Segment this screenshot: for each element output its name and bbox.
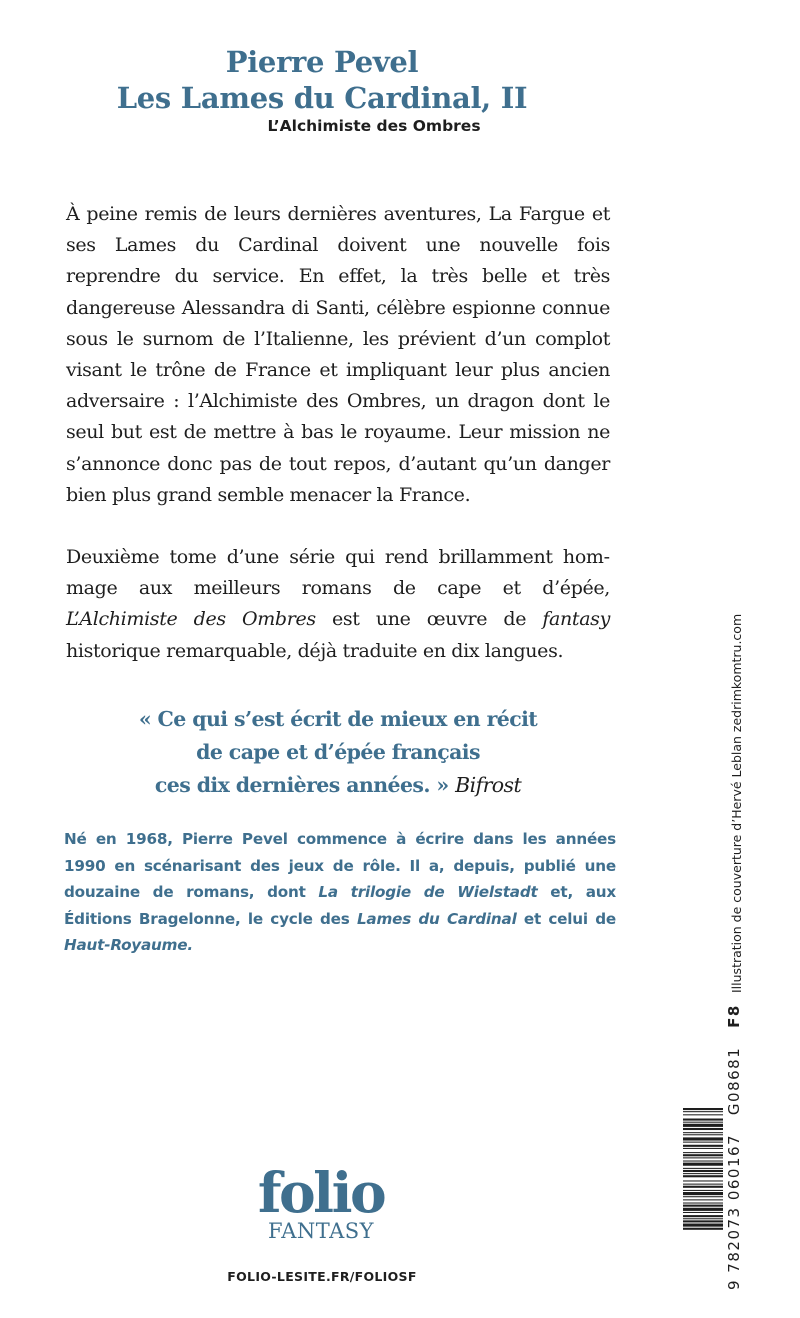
bio-text: Né en 1968, Pierre Pevel commence à écrire dans les années 1990 en scénarisant des jeux de rôle. Il a, depuis, publié une douzaine de romans, dont: [64, 830, 616, 902]
barcode-bar: [683, 1124, 723, 1127]
barcode-bar: [683, 1114, 723, 1115]
barcode-bar: [683, 1224, 723, 1227]
blurb: [66, 199, 610, 667]
blurb-paragraph-2: [66, 542, 610, 667]
blurb-text: Deuxième tome d’une série qui rend brillamment hommage aux meilleurs romans de cape et d’épée,: [66, 546, 610, 600]
illustration-credit: Illustration de couverture d’Hervé Leblan zedrimkomtru.com: [729, 613, 744, 993]
bio-text: et, aux Éditions Bragelonne, le cycle des: [64, 883, 617, 928]
barcode-bar: [683, 1180, 723, 1181]
quote-line-2: de cape et d’épée français: [196, 740, 480, 764]
isbn-line: [725, 1004, 743, 1290]
barcode-bar: [683, 1192, 723, 1195]
barcode-bar: [683, 1134, 723, 1135]
bio-italic-title: Lames du Cardinal: [356, 909, 517, 928]
quote-line-1: « Ce qui s’est écrit de mieux en récit: [138, 707, 538, 731]
barcode-bar: [683, 1190, 723, 1191]
barcode-bar: [683, 1122, 723, 1123]
quote-source: Bifrost: [455, 773, 522, 797]
blurb-italic-genre: fantasy: [542, 608, 610, 631]
book-subtitle: L’Alchimiste des Ombres: [267, 117, 481, 135]
barcode-bar: [683, 1175, 723, 1177]
blurb-text: historique remarquable, déjà traduite en dix langues.: [66, 639, 564, 662]
barcode-bar: [683, 1157, 723, 1158]
review-quote: [66, 703, 610, 802]
barcode-bar: [683, 1173, 723, 1174]
barcode-bar: [683, 1152, 723, 1153]
barcode-bar: [683, 1220, 723, 1222]
barcode-bar: [683, 1208, 723, 1211]
bio-italic-title: La trilogie de Wielstadt: [318, 883, 538, 902]
barcode-bar: [683, 1203, 723, 1204]
barcode-bar: [683, 1148, 723, 1149]
barcode-bar: [683, 1132, 723, 1133]
barcode-bar: [683, 1145, 723, 1147]
barcode-bar: [683, 1228, 723, 1230]
barcode-bar: [683, 1168, 723, 1169]
barcode-bar: [683, 1111, 723, 1112]
barcode-bar: [683, 1218, 723, 1219]
isbn-number: 9 782073 060167: [725, 1133, 743, 1290]
barcode-icon: [683, 1108, 723, 1284]
product-code: G08681: [725, 1046, 743, 1116]
logo-fantasy: FANTASY: [267, 1219, 375, 1243]
book-title: Les Lames du Cardinal, II: [116, 81, 528, 115]
blurb-text: est une œuvre de: [315, 608, 543, 631]
blurb-italic-title: L’Alchimiste des Ombres: [66, 608, 316, 631]
barcode-bar: [683, 1199, 723, 1200]
barcode-bar: [683, 1142, 723, 1143]
barcode-bar: [683, 1137, 723, 1140]
barcode-bar: [683, 1184, 723, 1185]
folio-fantasy-logo: [248, 1160, 394, 1244]
barcode-bar: [683, 1196, 723, 1197]
header: [0, 44, 644, 136]
logo-folio: folio: [257, 1160, 385, 1225]
bio-text: et celui de: [516, 909, 616, 928]
author-name: Pierre Pevel: [225, 45, 419, 79]
barcode-bar: [683, 1170, 723, 1172]
price-code: F8: [725, 1004, 743, 1028]
bio-italic-title: Haut-Royaume.: [64, 936, 193, 955]
website-url: FOLIO-LESITE.FR/FOLIOSF: [227, 1269, 417, 1284]
barcode-bar: [683, 1163, 723, 1166]
barcode-bar: [683, 1154, 723, 1156]
author-bio: [64, 826, 616, 959]
quote-line-3: [66, 769, 610, 802]
barcode-bar: [683, 1161, 723, 1162]
barcode-bar: [683, 1128, 723, 1130]
barcode-bar: [683, 1119, 723, 1121]
barcode-bar: [683, 1215, 723, 1217]
blurb-paragraph-1: À peine remis de leurs dernières aventures, La Fargue et ses Lames du Cardinal doivent une nouvelle fois reprendre du service. En effet, la très belle et très dangereuse Alessandra di Santi, célèbre espionne connue sous le surnom de l’Italienne, les prévient d’un complot visant le trône de France et impliquant leur plus ancien adversaire : l’Alchimiste des Ombres, un dragon dont le seul but est de mettre à bas le royaume. Leur mission ne s’annonce donc pas de tout repos, d’autant qu’un danger bien plus grand semble menacer la France.: [66, 203, 610, 506]
quote-line-3-text: ces dix dernières années. »: [154, 773, 449, 797]
barcode-bar: [683, 1108, 723, 1110]
barcode-bar: [683, 1186, 723, 1188]
barcode-bar: [683, 1205, 723, 1207]
barcode-bar: [683, 1212, 723, 1213]
